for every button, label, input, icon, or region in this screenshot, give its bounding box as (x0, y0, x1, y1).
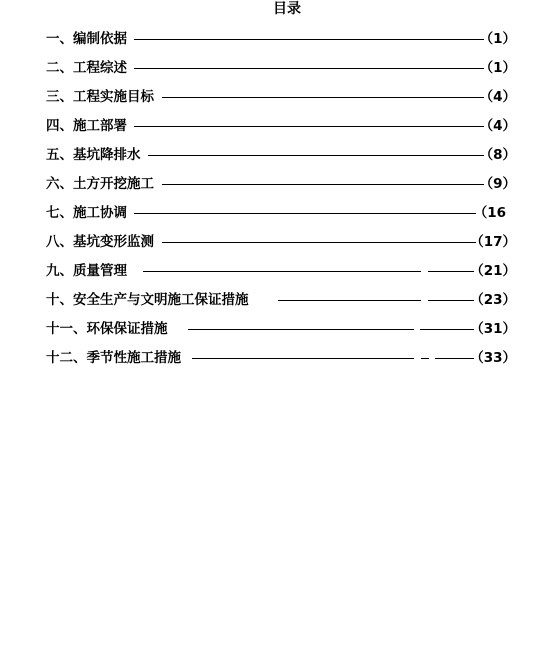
toc-leader-line (134, 39, 484, 40)
toc-entry-page: （16 (473, 205, 506, 221)
toc-leader-line (278, 300, 421, 301)
toc-entry-label: 十、安全生产与文明施工保证措施 (46, 292, 249, 308)
toc-entry[interactable] (46, 261, 516, 281)
toc-leader-line (428, 271, 474, 272)
toc-entry-label: 十二、季节性施工措施 (46, 350, 181, 366)
toc-entry-page: （33） (470, 350, 516, 366)
toc-entry[interactable] (46, 116, 516, 136)
toc-leader-line (134, 126, 484, 127)
toc-entry[interactable] (46, 87, 516, 107)
toc-leader-line (188, 329, 414, 330)
toc-entry-label: 一、编制依据 (46, 31, 127, 47)
toc-leader-line (143, 271, 421, 272)
toc-entry-page: （4） (479, 118, 516, 134)
toc-entry-page: （17） (470, 234, 516, 250)
toc-entry[interactable] (46, 29, 516, 49)
toc-entry-page: （23） (470, 292, 516, 308)
toc-leader-line (148, 155, 484, 156)
toc-leader-line (134, 213, 476, 214)
toc-entry[interactable] (46, 145, 516, 165)
toc-entry-page: （8） (479, 147, 516, 163)
toc-entry-page: （21） (470, 263, 516, 279)
toc-entry-page: （1） (479, 60, 516, 76)
toc-leader-line (428, 300, 474, 301)
toc-entry-page: （4） (479, 89, 516, 105)
toc-leader-line (421, 358, 429, 359)
toc-leader-line (162, 184, 484, 185)
toc-entry[interactable] (46, 174, 516, 194)
toc-entry-page: （1） (479, 31, 516, 47)
toc-entry-label: 二、工程综述 (46, 60, 127, 76)
toc-entry[interactable] (46, 319, 516, 339)
toc-entry-label: 六、土方开挖施工 (46, 176, 154, 192)
toc-entry[interactable] (46, 232, 516, 252)
toc-entry-label: 十一、环保保证措施 (46, 321, 168, 337)
toc-entry[interactable] (46, 203, 516, 223)
toc-leader-line (134, 68, 484, 69)
toc-entry[interactable] (46, 58, 516, 78)
toc-leader-line (420, 329, 474, 330)
page-title: 目录 (273, 1, 301, 17)
toc-entry-label: 四、施工部署 (46, 118, 127, 134)
toc-leader-line (192, 358, 414, 359)
toc-entry[interactable] (46, 348, 516, 368)
toc-leader-line (435, 358, 474, 359)
toc-entry-page: （9） (479, 176, 516, 192)
toc-entry-label: 八、基坑变形监测 (46, 234, 154, 250)
toc-entry-label: 三、工程实施目标 (46, 89, 154, 105)
toc-leader-line (162, 97, 484, 98)
toc-leader-line (162, 242, 476, 243)
toc-entry-page: （31） (470, 321, 516, 337)
toc-entry-label: 七、施工协调 (46, 205, 127, 221)
toc-entry-label: 五、基坑降排水 (46, 147, 141, 163)
toc-entry[interactable] (46, 290, 516, 310)
toc-entry-label: 九、质量管理 (46, 263, 127, 279)
